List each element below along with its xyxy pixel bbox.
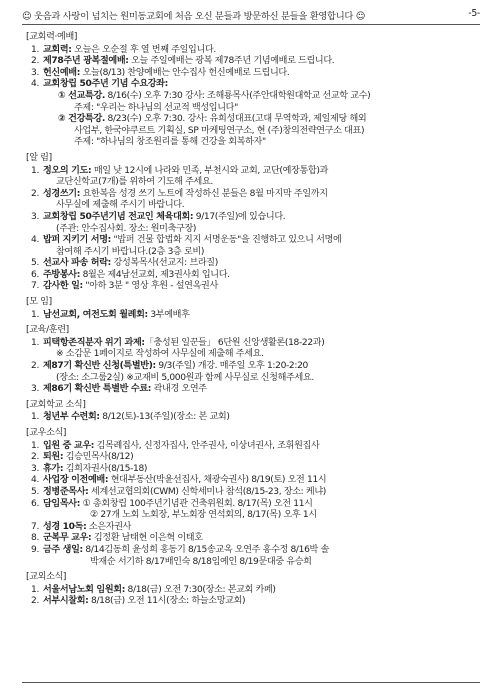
list-item: 2. 성경쓰기: 요한복음 성경 쓰기 노트에 작성하신 분들은 8월 마지막 주일까지 <box>31 188 328 199</box>
section-notices: [알 림] 1. 정오의 기도: 매일 낮 12시에 나라와 민족, 부천시와 교회, 교단(예장통합)과 교단신학교(7개)를 위하여 기도해 주세요. 2. 성경쓰기: 요한복음 성경 쓰기 노트에 작성하신 분들은 8월 마지막 주일까지 사무실에 제출해 주시기 바랍니다. 3. 교회창립 50주년기념 전교인 체육대회: 9/17(주일)에 있습니다. (주관: 안수집사회. 장소: 원미축구장) 4. 밥퍼 지키기 서명: "밥퍼 건물 합법화 지지 서명운동"을 진행하고 있으니 서명에 참여해 주시기 바랍니다.(2층 3층 로비) 5. 선교사 파송 허락: 강성복목사(선교지: 브라질) 6. 주방봉사: 8월은 제4남선교회, 제3권사회 입니다. 7. 감사한 일: "아하 3분 " 영상 후원 - 설연옥권사 <box>26 153 476 293</box>
section-meeting <box>26 297 476 321</box>
section-title: [교회학교 소식] <box>26 399 86 410</box>
list-item: 8. 군복무 교우: 김정환 남태현 이은혁 이태호 <box>31 533 203 544</box>
list-item: 9. 금주 생일: 8/14김동희 윤성희 홍동기 8/15송교옥 오연주 홍수정 8/16박 솔 <box>31 544 329 555</box>
section-title: [교회력·예배] <box>26 32 78 42</box>
list-item: 4. 밥퍼 지키기 서명: "밥퍼 건물 합법화 지지 서명운동"을 진행하고 있으니 서명에 <box>31 235 342 246</box>
section-church-school <box>26 400 476 424</box>
section-title: [교우소식] <box>26 428 67 438</box>
list-item: 1. 정오의 기도: 매일 낮 12시에 나라와 민족, 부천시와 교회, 교단(예장통합)과 <box>31 165 328 176</box>
section-title: [알 림] <box>26 152 52 163</box>
list-item: 3. 제86기 확신반 특별반 수료: 곽내경 오연주 <box>31 384 207 395</box>
bulletin-content <box>26 32 476 612</box>
list-item: 6. 담임목사: ① 총회창립 100주년기념관 건축위원회. 8/17(목) 오전 11시 <box>31 498 313 509</box>
section-members: [교우소식] 1. 입원 중 교우: 김목례집사, 신정자집사, 안주권사, 이상녀권사, 조휘원집사 2. 퇴원: 김승민목사(8/12) 3. 휴가: 김희자권사(8/15-18) 4. 사업장 이전예배: 현대부동산(박윤선집사, 채광숙권사) 8/19(토) 오전 11시 5. 정병준목사: 세계선교협의회(CWM) 신학세미나 참석(8/15-23, 장소: 케냐) 6. 담임목사: ① 총회창립 100주년기념관 건축위원회. 8/17(목) 오전 11시 ② 27개 노회 노회장, 부노회장 연석회의, 8/17(목) 오후 1시 7. 성경 10독: 소은자권사 8. 군복무 교우: 김정환 남태현 이은혁 이태호 9. 금주 생일: 8/14김동희 윤성희 홍동기 8/15송교옥 오연주 홍수정 8/16박 솔 박재순 서기하 8/17배인숙 8/18임예인 8/19문대중 유승희 <box>26 428 476 568</box>
list-item: 4. 사업장 이전예배: 현대부동산(박윤선집사, 채광숙권사) 8/19(토) 오전 11시 <box>31 475 327 486</box>
list-item: 3. 휴가: 김희자권사(8/15-18) <box>31 463 148 474</box>
section-outside <box>26 572 476 608</box>
section-worship <box>26 32 476 149</box>
list-item: 6. 주방봉사: 8월은 제4남선교회, 제3권사회 입니다. <box>31 269 230 280</box>
page-header <box>22 8 480 22</box>
sub-item-detail: 사업부, 한국야쿠르트 기획실, SP 마케팅연구소, 현 (주)창의전략연구소 대표) <box>74 125 365 136</box>
list-item: 2. 퇴원: 김승민목사(8/12) <box>31 452 134 463</box>
header-divider <box>22 24 480 25</box>
list-item: 5. 정병준목사: 세계선교협의회(CWM) 신학세미나 참석(8/15-23, 장소: 케냐) <box>31 486 327 497</box>
list-item: 1. 남선교회, 여전도회 월례회: 3부예배후 <box>31 309 190 320</box>
section-title: [교외소식] <box>26 572 67 583</box>
sub-item: ② 건강특강. 8/23(수) 오후 7:30. 강사: 유희성대표(고대 무역학과, 제일제당 해외 <box>58 114 367 125</box>
page-number: -5- <box>468 8 480 19</box>
list-item: 1. 청년부 수련회: 8/12(토)-13(주일)(장소: 본 교회) <box>31 412 230 423</box>
section-education: [교육/훈련] 1. 피택항존직분자 위기 과제:「충성된 일꾼들」 6단원 신앙생활론(18-22과) ※ 소감문 1페이지로 작성하여 사무실에 제출해 주세요. 2. 제87기 확신반 신청(특별반): 9/3(주일) 개강. 매주일 오후 1:20-2:20 (장소: 소그룹2실) ※교재비 5,000원과 함께 사무실로 신청해주세요. 3. 제86기 확신반 특별반 수료: 곽내경 오연주 <box>26 325 476 396</box>
list-item: 3. 교회창립 50주년기념 전교인 체육대회: 9/17(주일)에 있습니다. <box>31 211 286 222</box>
list-item: 3. 헌신예배: 오늘(8/13) 찬양예배는 안수집사 헌신예배로 드립니다. <box>31 67 290 78</box>
list-item: 2. 서부시찰회: 8/18(금) 오전 11시(장소: 하늘소망교회) <box>31 596 246 607</box>
sub-item-detail: 주제: "하나님의 창조원리를 통해 건강을 회복하자" <box>74 137 266 148</box>
list-item: 7. 감사한 일: "아하 3분 " 영상 후원 - 설연옥권사 <box>31 281 218 292</box>
list-item: 1. 입원 중 교우: 김목례집사, 신정자집사, 안주권사, 이상녀권사, 조휘원집사 <box>31 440 320 451</box>
list-item: 1. 피택항존직분자 위기 과제:「충성된 일꾼들」 6단원 신앙생활론(18-22과) <box>31 337 325 348</box>
list-item: 1. 교회력: 오늘은 오순절 후 열 번째 주일입니다. <box>31 44 216 55</box>
list-item: 4. 교회창립 50주년 기념 수요강좌: <box>31 79 168 90</box>
section-title: [모 임] <box>26 297 52 308</box>
list-item: 5. 선교사 파송 허락: 강성복목사(선교지: 브라질) <box>31 258 218 269</box>
sub-item-detail: 주제: "우리는 하나님의 선교적 백성입니다" <box>74 102 238 113</box>
list-item: 1. 서울서남노회 임원회: 8/18(금) 오전 7:30(장소: 본교회 카페) <box>31 584 276 595</box>
list-item: 2. 제78주년 광복절예배: 오늘 주일예배는 광복 제78주년 기념예배로 드립니다. <box>31 56 335 67</box>
list-item: 7. 성경 10독: 소은자권사 <box>31 521 132 532</box>
sub-item: ① 선교특강. 8/16(수) 오후 7:30 강사: 조해룡목사(주안대학원대학교 선교학 교수) <box>58 90 371 101</box>
header-welcome-text: ☺ 웃음과 사랑이 넘치는 원미동교회에 처음 오신 분들과 방문하신 분들을 환영합니다 ☺ <box>22 11 366 22</box>
list-item: 2. 제87기 확신반 신청(특별반): 9/3(주일) 개강. 매주일 오후 1:20-2:20 <box>31 361 308 372</box>
section-title: [교육/훈련] <box>26 325 69 336</box>
footer-divider <box>22 682 480 683</box>
